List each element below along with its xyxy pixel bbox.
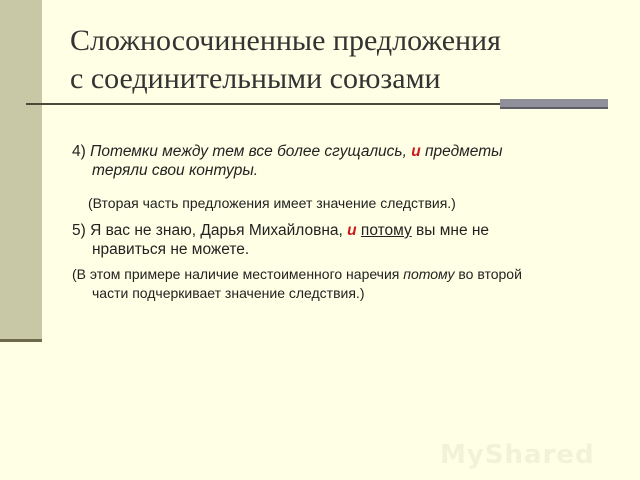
decorative-side-bar xyxy=(0,0,42,340)
note-2-text-1: (В этом примере наличие местоименного наречия xyxy=(72,266,404,282)
example-4-text-3: теряли свои контуры. xyxy=(92,162,259,179)
title-line-2: с соединительными союзами xyxy=(70,62,441,95)
decorative-side-bar-line xyxy=(0,339,42,342)
note-2-text-2: во второй xyxy=(454,266,522,282)
example-5 xyxy=(72,221,612,259)
title-underline xyxy=(26,103,500,105)
note-2-text-3: части подчеркивает значение следствия.) xyxy=(92,285,365,301)
title-line-1: Сложносочиненные предложения xyxy=(70,24,501,57)
watermark: MyShared xyxy=(440,440,595,470)
example-4-number: 4) xyxy=(72,143,91,160)
example-5-underlined-word: потому xyxy=(360,222,412,239)
slide-title xyxy=(70,22,610,98)
example-5-text-3: нравиться не можете. xyxy=(92,241,250,258)
title-underline-accent xyxy=(500,99,608,109)
example-5-conjunction: и xyxy=(347,222,357,239)
slide-body xyxy=(72,142,612,303)
example-4-text-2: предметы xyxy=(420,143,503,160)
example-4-text-1: Потемки между тем все более сгущались, xyxy=(90,143,412,160)
example-4 xyxy=(72,142,612,180)
example-4-conjunction: и xyxy=(411,143,421,160)
example-5-text-1: 5) Я вас не знаю, Дарья Михайловна, xyxy=(72,222,348,239)
example-5-text-2: вы мне не xyxy=(411,222,490,239)
note-2 xyxy=(72,265,612,303)
note-2-italic-word: потому xyxy=(403,266,455,282)
note-1: (Вторая часть предложения имеет значение следствия.) xyxy=(88,195,456,211)
